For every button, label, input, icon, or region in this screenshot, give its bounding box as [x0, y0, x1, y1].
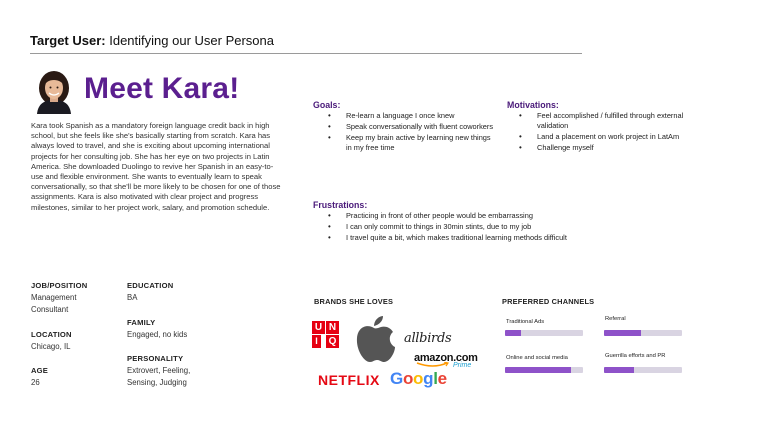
location-label: LOCATION [31, 330, 72, 339]
channel-bar-fill [505, 367, 571, 373]
motivation-item: • Land a placement on work project in LatAm [517, 132, 692, 142]
goal-item: • Re-learn a language I once knew [326, 111, 496, 121]
motivations-title: Motivations: [507, 100, 559, 110]
google-letter: l [433, 369, 438, 388]
amazon-logo: amazon.com [414, 352, 478, 364]
uniqlo-letter: Q [326, 335, 339, 348]
channel-label: Guerrilla efforts and PR [605, 353, 666, 359]
frustration-item: • Practicing in front of other people would be embarrassing [326, 211, 656, 221]
channels-title: PREFERRED CHANNELS [502, 297, 595, 306]
brands-title: BRANDS SHE LOVES [314, 297, 394, 306]
persona-avatar [32, 68, 76, 114]
motivation-item: • Feel accomplished / fulfilled through external validation [517, 111, 692, 130]
goals-list [326, 111, 496, 154]
channel-bar-fill [604, 367, 634, 373]
age-label: AGE [31, 366, 49, 375]
google-logo [390, 369, 447, 389]
goal-item: • Keep my brain active by learning new things in my free time [326, 133, 496, 152]
persona-greeting: Meet Kara! [84, 72, 240, 105]
uniqlo-letter: N [326, 321, 339, 334]
uniqlo-letter: I [312, 335, 321, 348]
channel-label: Traditional Ads [506, 319, 545, 325]
motivations-list [517, 111, 692, 154]
frustrations-title: Frustrations: [313, 200, 368, 210]
channel-bar-fill [505, 330, 521, 336]
personality-label: PERSONALITY [127, 354, 184, 363]
job-label: JOB/POSITION [31, 281, 88, 290]
google-letter: o [402, 369, 414, 388]
google-letter: e [437, 369, 447, 388]
education-value: BA [127, 293, 138, 302]
frustrations-list [326, 211, 656, 244]
personality-value-line1: Extrovert, Feeling, [127, 366, 191, 375]
location-value: Chicago, IL [31, 342, 71, 351]
amazon-prime-label: Prime [453, 362, 472, 369]
google-letter: g [423, 369, 434, 388]
education-label: EDUCATION [127, 281, 174, 290]
motivation-item: • Challenge myself [517, 143, 692, 153]
job-value-line2: Consultant [31, 305, 69, 314]
header-divider [30, 53, 582, 54]
uniqlo-letter: U [312, 321, 325, 334]
apple-logo [352, 314, 396, 364]
frustration-item: • I travel quite a bit, which makes traditional learning methods difficult [326, 233, 656, 243]
channel-bar-fill [604, 330, 641, 336]
channel-label: Referral [605, 316, 626, 322]
allbirds-logo: allbirds [404, 331, 452, 346]
age-value: 26 [31, 378, 40, 387]
page-header [30, 33, 274, 48]
family-label: FAMILY [127, 318, 156, 327]
channel-label: Online and social media [506, 355, 568, 361]
amazon-smile-icon [416, 362, 450, 368]
frustration-item: • I can only commit to things in 30min stints, due to my job [326, 222, 656, 232]
family-value: Engaged, no kids [127, 330, 188, 339]
netflix-logo: NETFLIX [318, 372, 380, 388]
google-letter: o [413, 369, 424, 388]
job-value-line1: Management [31, 293, 77, 302]
header-prefix: Target User: [30, 33, 106, 48]
google-letter: G [390, 369, 403, 388]
persona-bio: Kara took Spanish as a mandatory foreign language credit back in high school, but she feels like she's basically starting from scratch. Kara has always loved to travel, and she is exciting about upcoming international projects for her consulting job. She has her eye on two projects in Latin America. She downloaded Duolingo to revive her Spanish in an easy-to-use and flexible environment. She wants to eventually learn to speak conversationally, so that she'll be more likely to be chosen for one of those assignments. Kara is also motivated with clear project and progress milestones, similar to her project work, salary, and promotion schedule. [31, 121, 281, 212]
channel-bar [604, 330, 682, 336]
goal-item: • Speak conversationally with fluent coworkers [326, 122, 496, 132]
goals-title: Goals: [313, 100, 341, 110]
channel-bar [604, 367, 682, 373]
uniqlo-logo [312, 321, 340, 349]
channel-bar [505, 367, 583, 373]
header-title: Identifying our User Persona [105, 33, 274, 48]
personality-value-line2: Sensing, Judging [127, 378, 187, 387]
channel-bar [505, 330, 583, 336]
